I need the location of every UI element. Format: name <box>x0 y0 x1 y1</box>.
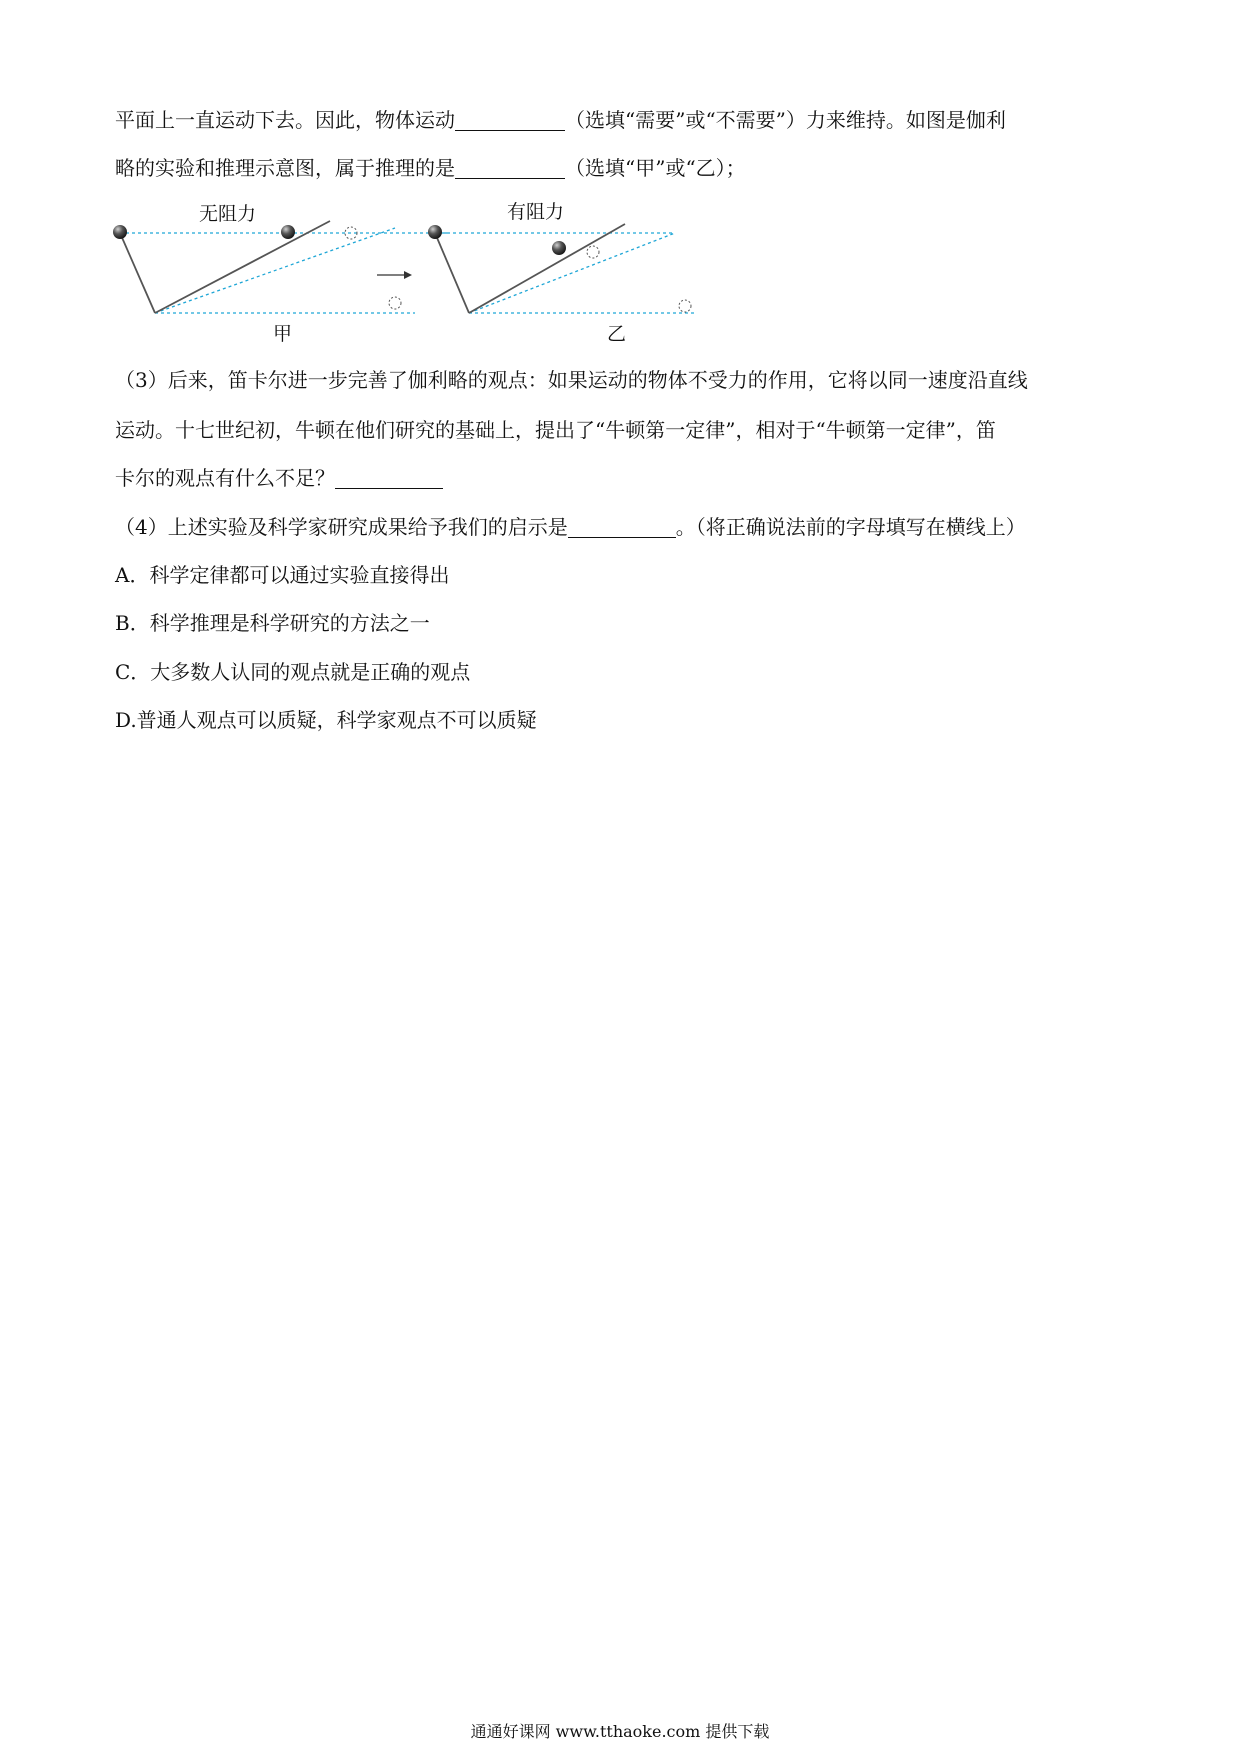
galileo-figure <box>105 196 755 350</box>
text-line-2: 略的实验和推理示意图，属于推理的是 （选填“甲”或“乙）； <box>115 156 746 180</box>
answer-blank-3[interactable] <box>335 468 443 489</box>
right-descending-slope <box>435 233 469 313</box>
text-line-3: （3）后来，笛卡尔进一步完善了伽利略的观点：如果运动的物体不受力的作用，它将以同一速度沿直线 <box>115 368 1028 392</box>
text-line-6: （4）上述实验及科学家研究成果给予我们的启示是 。（将正确说法前的字母填写在横线上） <box>115 515 1026 539</box>
option-c: C．大多数人认同的观点就是正确的观点 <box>115 660 471 684</box>
left-rising-slope <box>155 221 330 313</box>
option-d: D.普通人观点可以质疑，科学家观点不可以质疑 <box>115 708 537 732</box>
left-shallow-dashed-ramp <box>155 228 395 313</box>
page-footer: 通通好课网 www.tthaoke.com 提供下载 <box>470 1722 770 1741</box>
right-shallow-dashed-ramp <box>469 233 675 313</box>
answer-blank-2[interactable] <box>455 158 565 179</box>
right-dashed-ball-upper <box>587 246 599 258</box>
right-dashed-ball-lower <box>679 300 691 312</box>
option-b: B．科学推理是科学研究的方法之一 <box>115 611 430 635</box>
text-line-1: 平面上一直运动下去。因此，物体运动 （选填“需要”或“不需要”）力来维持。如图是伽利 <box>115 108 1006 132</box>
left-figure-caption: 甲 <box>273 323 293 345</box>
right-middle-ball <box>552 241 566 255</box>
left-figure-title: 无阻力 <box>199 203 257 225</box>
right-figure-caption: 乙 <box>607 323 627 345</box>
arrow-head-icon <box>404 271 412 279</box>
left-descending-slope <box>120 233 155 313</box>
left-dashed-ball-lower <box>389 297 401 309</box>
right-start-ball <box>428 225 442 239</box>
left-end-ball <box>281 225 295 239</box>
left-start-ball <box>113 225 127 239</box>
answer-blank-4[interactable] <box>568 517 676 538</box>
answer-blank-1[interactable] <box>455 110 565 131</box>
right-figure-title: 有阻力 <box>507 201 565 223</box>
option-a: A．科学定律都可以通过实验直接得出 <box>115 563 450 587</box>
text-line-5: 卡尔的观点有什么不足？ <box>115 464 443 492</box>
text-line-4: 运动。十七世纪初，牛顿在他们研究的基础上，提出了“牛顿第一定律”，相对于“牛顿第一定律”，笛 <box>115 418 996 442</box>
right-rising-slope <box>469 224 625 313</box>
